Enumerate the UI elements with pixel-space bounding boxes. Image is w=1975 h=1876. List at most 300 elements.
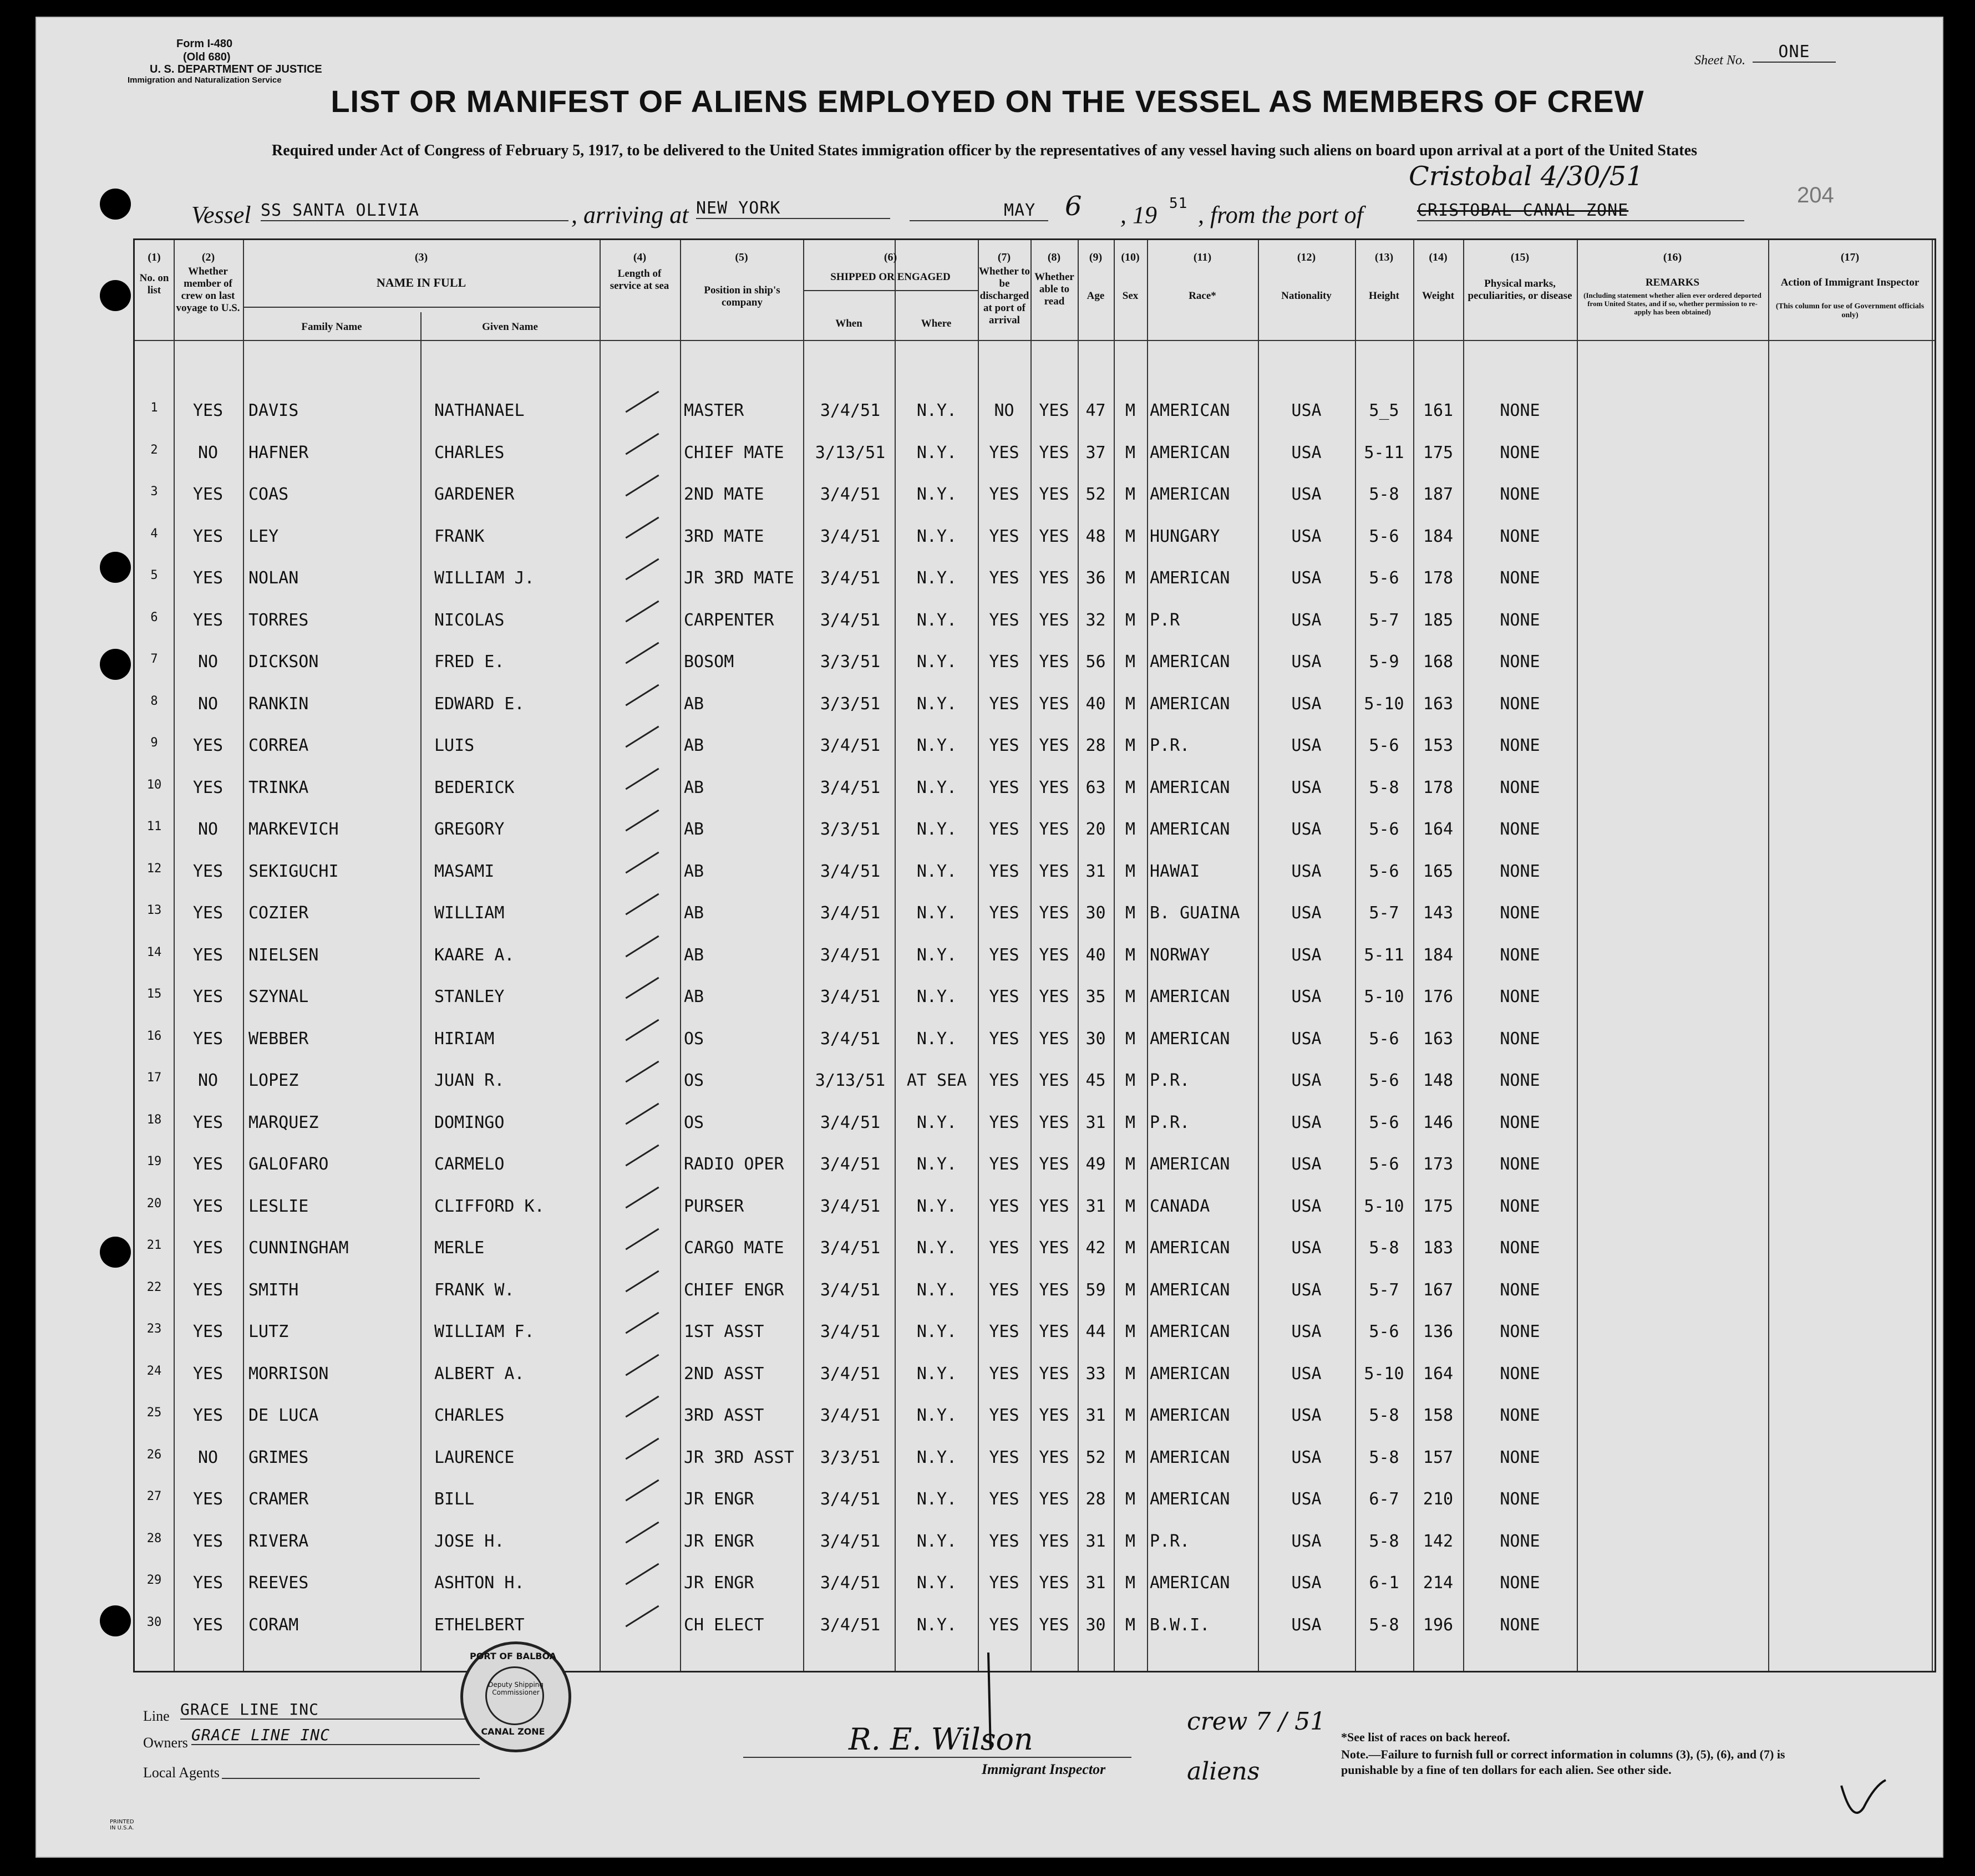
- cell-shipped-when: 3/4/51: [820, 1322, 881, 1341]
- cell-family-name: CUNNINGHAM: [248, 1238, 349, 1258]
- cell-age: 31: [1085, 861, 1106, 881]
- cell-discharged: YES: [989, 652, 1019, 672]
- handwritten-crew-note: crew 7 / 51 aliens: [1187, 1707, 1326, 1786]
- cell-race: AMERICAN: [1150, 1238, 1230, 1258]
- cell-family-name: TRINKA: [248, 777, 309, 797]
- cell-family-name: REEVES: [248, 1573, 309, 1593]
- punch-hole: [100, 189, 131, 220]
- stamp-bottom-text: CANAL ZONE: [481, 1726, 545, 1737]
- cell-discharged: YES: [989, 526, 1019, 546]
- arrival-month: MAY: [910, 201, 1048, 221]
- cell-prior-voyage: YES: [192, 568, 224, 588]
- cell-sex: M: [1125, 736, 1136, 755]
- cell-shipped-where: N.Y.: [916, 1489, 957, 1509]
- cell-height: 5_5: [1369, 401, 1399, 420]
- cell-able-to-read: YES: [1039, 945, 1069, 965]
- service-checkmark: [626, 977, 659, 999]
- cell-race: AMERICAN: [1150, 987, 1230, 1006]
- col-head-name: NAME IN FULL: [376, 276, 466, 289]
- cell-physical-marks: NONE: [1500, 1155, 1540, 1174]
- arrival-day: 6: [1065, 191, 1082, 222]
- cell-height: 5-6: [1369, 1155, 1399, 1174]
- cell-row-number: 15: [146, 987, 162, 1001]
- cell-height: 5-8: [1369, 1406, 1399, 1425]
- cell-shipped-when: 3/4/51: [820, 777, 881, 797]
- cell-able-to-read: YES: [1039, 443, 1069, 462]
- cell-row-number: 30: [146, 1615, 162, 1629]
- col-num-10: (10): [1121, 251, 1140, 263]
- col-head-race: Race*: [1189, 290, 1216, 302]
- cell-nationality: USA: [1291, 1280, 1322, 1300]
- col-head-discharged: Whether to be discharged at port of arrival: [979, 266, 1030, 326]
- cell-shipped-where: AT SEA: [906, 1071, 967, 1090]
- cell-shipped-where: N.Y.: [916, 1447, 957, 1467]
- cell-nationality: USA: [1291, 610, 1322, 630]
- cell-prior-voyage: YES: [192, 1531, 224, 1551]
- col-num-13: (13): [1374, 251, 1394, 263]
- cell-height: 5-6: [1369, 526, 1399, 546]
- cell-shipped-where: N.Y.: [916, 610, 957, 630]
- cell-given-name: CARMELO: [434, 1155, 505, 1174]
- cell-family-name: GRIMES: [248, 1447, 309, 1467]
- cell-able-to-read: YES: [1039, 526, 1069, 546]
- cell-sex: M: [1125, 610, 1136, 630]
- table-row: [135, 485, 1935, 507]
- line-name: GRACE LINE INC: [180, 1700, 480, 1720]
- cell-physical-marks: NONE: [1500, 903, 1540, 923]
- cell-discharged: YES: [989, 694, 1019, 714]
- service-checkmark: [626, 1270, 659, 1292]
- table-row: [135, 736, 1935, 758]
- cell-shipped-where: N.Y.: [916, 736, 957, 755]
- stamp-mid-text: Deputy Shipping Commissioner: [488, 1681, 544, 1696]
- cell-age: 36: [1085, 568, 1106, 588]
- cell-age: 31: [1085, 1531, 1106, 1551]
- cell-able-to-read: YES: [1039, 1489, 1069, 1509]
- cell-family-name: HAFNER: [248, 443, 309, 462]
- table-row: [135, 1029, 1935, 1051]
- cell-nationality: USA: [1291, 1155, 1322, 1174]
- col-head-no: No. on list: [139, 272, 169, 296]
- table-row: [135, 1573, 1935, 1595]
- cell-family-name: COZIER: [248, 903, 309, 923]
- cell-position: CARGO MATE: [684, 1238, 784, 1258]
- cell-physical-marks: NONE: [1500, 526, 1540, 546]
- cell-discharged: YES: [989, 443, 1019, 462]
- cell-age: 33: [1085, 1364, 1106, 1384]
- cell-weight: 187: [1423, 485, 1454, 504]
- cell-prior-voyage: YES: [192, 861, 224, 881]
- cell-age: 59: [1085, 1280, 1106, 1300]
- cell-race: AMERICAN: [1150, 694, 1230, 714]
- service-checkmark: [626, 1396, 659, 1418]
- cell-weight: 196: [1423, 1615, 1454, 1635]
- service-checkmark: [626, 935, 659, 957]
- cell-weight: 164: [1423, 820, 1454, 839]
- cell-sex: M: [1125, 1238, 1136, 1258]
- cell-shipped-when: 3/4/51: [820, 1406, 881, 1425]
- cell-discharged: YES: [989, 736, 1019, 755]
- table-row: [135, 1615, 1935, 1638]
- cell-shipped-when: 3/4/51: [820, 1196, 881, 1216]
- cell-nationality: USA: [1291, 1322, 1322, 1341]
- cell-sex: M: [1125, 568, 1136, 588]
- cell-physical-marks: NONE: [1500, 1615, 1540, 1635]
- cell-shipped-when: 3/4/51: [820, 945, 881, 965]
- col-head-weight: Weight: [1421, 290, 1455, 302]
- cell-race: P.R.: [1150, 1112, 1190, 1132]
- col-head-family: Family Name: [301, 321, 362, 333]
- cell-discharged: YES: [989, 945, 1019, 965]
- cell-sex: M: [1125, 1071, 1136, 1090]
- cell-shipped-where: N.Y.: [916, 1029, 957, 1049]
- col-head-height: Height: [1369, 290, 1399, 302]
- punch-hole: [100, 1605, 131, 1636]
- cell-age: 32: [1085, 610, 1106, 630]
- cell-position: CHIEF MATE: [684, 443, 784, 462]
- service-checkmark: [626, 893, 659, 916]
- cell-able-to-read: YES: [1039, 1615, 1069, 1635]
- arriving-label: , arriving at: [571, 201, 689, 228]
- col-num-11: (11): [1193, 251, 1212, 263]
- cell-shipped-when: 3/4/51: [820, 987, 881, 1006]
- cell-nationality: USA: [1291, 694, 1322, 714]
- cell-discharged: YES: [989, 903, 1019, 923]
- cell-weight: 176: [1423, 987, 1454, 1006]
- cell-race: AMERICAN: [1150, 1447, 1230, 1467]
- cell-height: 5-6: [1369, 820, 1399, 839]
- cell-physical-marks: NONE: [1500, 1531, 1540, 1551]
- cell-race: AMERICAN: [1150, 1322, 1230, 1341]
- cell-physical-marks: NONE: [1500, 443, 1540, 462]
- cell-physical-marks: NONE: [1500, 777, 1540, 797]
- cell-given-name: WILLIAM F.: [434, 1322, 535, 1341]
- cell-height: 5-7: [1369, 903, 1399, 923]
- cell-shipped-where: N.Y.: [916, 401, 957, 420]
- cell-shipped-when: 3/4/51: [820, 1531, 881, 1551]
- cell-able-to-read: YES: [1039, 568, 1069, 588]
- cell-nationality: USA: [1291, 1071, 1322, 1090]
- cell-able-to-read: YES: [1039, 1531, 1069, 1551]
- form-old-number: (Old 680): [183, 51, 231, 63]
- cell-nationality: USA: [1291, 1112, 1322, 1132]
- cell-given-name: NICOLAS: [434, 610, 505, 630]
- cell-prior-voyage: YES: [192, 945, 224, 965]
- cell-position: OS: [684, 1029, 704, 1049]
- cell-able-to-read: YES: [1039, 485, 1069, 504]
- cell-nationality: USA: [1291, 652, 1322, 672]
- col-num-2: (2): [201, 251, 215, 263]
- cell-given-name: JUAN R.: [434, 1071, 505, 1090]
- cell-able-to-read: YES: [1039, 1112, 1069, 1132]
- service-checkmark: [626, 810, 659, 832]
- cell-physical-marks: NONE: [1500, 945, 1540, 965]
- cell-age: 56: [1085, 652, 1106, 672]
- cell-row-number: 2: [150, 443, 158, 457]
- cell-sex: M: [1125, 1196, 1136, 1216]
- cell-position: CHIEF ENGR: [684, 1280, 784, 1300]
- arriving-port: NEW YORK: [696, 199, 890, 219]
- cell-sex: M: [1125, 820, 1136, 839]
- service-checkmark: [626, 642, 659, 664]
- cell-row-number: 25: [146, 1406, 162, 1420]
- cell-position: JR 3RD ASST: [684, 1447, 794, 1467]
- cell-able-to-read: YES: [1039, 1238, 1069, 1258]
- cell-nationality: USA: [1291, 861, 1322, 881]
- cell-race: P.R.: [1150, 1531, 1190, 1551]
- col-num-1: (1): [148, 251, 161, 263]
- cell-shipped-when: 3/4/51: [820, 568, 881, 588]
- cell-prior-voyage: YES: [192, 1573, 224, 1593]
- cell-age: 40: [1085, 945, 1106, 965]
- cell-row-number: 20: [146, 1196, 162, 1211]
- service-checkmark: [626, 391, 659, 413]
- cell-row-number: 13: [146, 903, 162, 917]
- cell-race: AMERICAN: [1150, 1029, 1230, 1049]
- cell-given-name: WILLIAM J.: [434, 568, 535, 588]
- cell-able-to-read: YES: [1039, 1322, 1069, 1341]
- cell-weight: 175: [1423, 1196, 1454, 1216]
- from-label: , from the port of: [1198, 201, 1363, 228]
- cell-family-name: MARQUEZ: [248, 1112, 319, 1132]
- vessel-name: SS SANTA OLIVIA: [261, 201, 568, 221]
- cell-shipped-when: 3/4/51: [820, 1029, 881, 1049]
- cell-shipped-where: N.Y.: [916, 1573, 957, 1593]
- cell-physical-marks: NONE: [1500, 1071, 1540, 1090]
- cell-prior-voyage: YES: [192, 485, 224, 504]
- cell-shipped-when: 3/4/51: [820, 485, 881, 504]
- cell-row-number: 19: [146, 1155, 162, 1168]
- stamp-number: 204: [1797, 183, 1834, 207]
- cell-nationality: USA: [1291, 526, 1322, 546]
- cell-given-name: LAURENCE: [434, 1447, 515, 1467]
- cell-sex: M: [1125, 1489, 1136, 1509]
- cell-race: AMERICAN: [1150, 1573, 1230, 1593]
- cell-height: 5-10: [1364, 1364, 1404, 1384]
- port-of-balboa-stamp: [460, 1641, 571, 1752]
- cell-age: 42: [1085, 1238, 1106, 1258]
- cell-family-name: NIELSEN: [248, 945, 319, 965]
- owners-label: Owners: [143, 1735, 188, 1751]
- service-checkmark: [626, 1061, 659, 1083]
- cell-nationality: USA: [1291, 1406, 1322, 1425]
- cell-prior-voyage: NO: [197, 1071, 219, 1090]
- cell-age: 37: [1085, 443, 1106, 462]
- cell-given-name: EDWARD E.: [434, 694, 525, 714]
- cell-age: 31: [1085, 1573, 1106, 1593]
- cell-discharged: NO: [994, 401, 1014, 420]
- cell-sex: M: [1125, 1573, 1136, 1593]
- cell-shipped-where: N.Y.: [916, 945, 957, 965]
- cell-discharged: YES: [989, 820, 1019, 839]
- cell-row-number: 3: [150, 485, 158, 499]
- col-num-6: (6): [884, 251, 897, 263]
- cell-shipped-where: N.Y.: [916, 694, 957, 714]
- cell-weight: 136: [1423, 1322, 1454, 1341]
- cell-position: AB: [684, 736, 704, 755]
- cell-discharged: YES: [989, 610, 1019, 630]
- cell-position: 2ND ASST: [684, 1364, 764, 1384]
- cell-shipped-when: 3/3/51: [820, 820, 881, 839]
- cell-given-name: ALBERT A.: [434, 1364, 525, 1384]
- form-number: Form I-480: [176, 38, 233, 50]
- cell-position: JR ENGR: [684, 1489, 754, 1509]
- cell-able-to-read: YES: [1039, 652, 1069, 672]
- service-checkmark: [626, 516, 659, 538]
- cell-race: P.R.: [1150, 736, 1190, 755]
- cell-height: 5-6: [1369, 1029, 1399, 1049]
- cell-age: 28: [1085, 1489, 1106, 1509]
- cell-age: 40: [1085, 694, 1106, 714]
- cell-given-name: ASHTON H.: [434, 1573, 525, 1593]
- cell-shipped-where: N.Y.: [916, 1322, 957, 1341]
- cell-physical-marks: NONE: [1500, 610, 1540, 630]
- cell-weight: 163: [1423, 694, 1454, 714]
- sheet-number: ONE: [1753, 42, 1836, 63]
- cell-age: 63: [1085, 777, 1106, 797]
- cell-shipped-when: 3/3/51: [820, 652, 881, 672]
- cell-discharged: YES: [989, 1155, 1019, 1174]
- cell-height: 5-11: [1364, 443, 1404, 462]
- service-checkmark: [626, 1605, 659, 1627]
- cell-physical-marks: NONE: [1500, 1280, 1540, 1300]
- cell-row-number: 28: [146, 1531, 162, 1545]
- cell-height: 5-6: [1369, 568, 1399, 588]
- cell-position: AB: [684, 694, 704, 714]
- cell-age: 30: [1085, 1029, 1106, 1049]
- cell-position: AB: [684, 820, 704, 839]
- cell-able-to-read: YES: [1039, 777, 1069, 797]
- cell-shipped-when: 3/4/51: [820, 610, 881, 630]
- cell-shipped-where: N.Y.: [916, 820, 957, 839]
- agents-field: [222, 1778, 480, 1779]
- punch-hole: [100, 280, 131, 311]
- cell-weight: 153: [1423, 736, 1454, 755]
- cell-discharged: YES: [989, 1238, 1019, 1258]
- cell-weight: 148: [1423, 1071, 1454, 1090]
- cell-discharged: YES: [989, 1406, 1019, 1425]
- cell-given-name: STANLEY: [434, 987, 505, 1006]
- cell-prior-voyage: YES: [192, 1322, 224, 1341]
- col-num-8: (8): [1047, 251, 1061, 263]
- cell-weight: 175: [1423, 443, 1454, 462]
- cell-position: 1ST ASST: [684, 1322, 764, 1341]
- cell-shipped-where: N.Y.: [916, 1112, 957, 1132]
- service-checkmark: [626, 1437, 659, 1460]
- cell-shipped-when: 3/13/51: [815, 1071, 886, 1090]
- cell-height: 6-7: [1369, 1489, 1399, 1509]
- cell-physical-marks: NONE: [1500, 1322, 1540, 1341]
- cell-given-name: CLIFFORD K.: [434, 1196, 545, 1216]
- cell-sex: M: [1125, 1615, 1136, 1635]
- cell-family-name: CRAMER: [248, 1489, 309, 1509]
- service-checkmark: [626, 1228, 659, 1250]
- cell-discharged: YES: [989, 1615, 1019, 1635]
- cell-position: AB: [684, 903, 704, 923]
- inspector-label: Immigrant Inspector: [982, 1761, 1106, 1777]
- cell-row-number: 1: [150, 401, 158, 415]
- cell-physical-marks: NONE: [1500, 861, 1540, 881]
- cell-given-name: GREGORY: [434, 820, 505, 839]
- cell-shipped-where: N.Y.: [916, 1364, 957, 1384]
- cell-able-to-read: YES: [1039, 1573, 1069, 1593]
- cell-shipped-when: 3/4/51: [820, 1364, 881, 1384]
- cell-discharged: YES: [989, 1196, 1019, 1216]
- cell-age: 30: [1085, 1615, 1106, 1635]
- cell-position: 3RD ASST: [684, 1406, 764, 1425]
- stamp-top-text: PORT OF BALBOA: [469, 1651, 557, 1661]
- cell-position: OS: [684, 1071, 704, 1090]
- col-num-5: (5): [735, 251, 748, 263]
- cell-height: 5-6: [1369, 1112, 1399, 1132]
- handwritten-port-note: Cristobal 4/30/51: [1409, 161, 1643, 192]
- cell-weight: 210: [1423, 1489, 1454, 1509]
- cell-physical-marks: NONE: [1500, 1364, 1540, 1384]
- cell-weight: 164: [1423, 1364, 1454, 1384]
- cell-prior-voyage: YES: [192, 1280, 224, 1300]
- cell-shipped-when: 3/4/51: [820, 736, 881, 755]
- service-checkmark: [626, 1102, 659, 1125]
- cell-discharged: YES: [989, 1364, 1019, 1384]
- col-num-7: (7): [997, 251, 1011, 263]
- page-subtitle: Required under Act of Congress of February 5, 1917, to be delivered to the United States immigration officer by the representatives of any vessel having such aliens on board upon arrival at a port of the United States: [272, 142, 1697, 159]
- cell-given-name: KAARE A.: [434, 945, 515, 965]
- cell-shipped-when: 3/4/51: [820, 1238, 881, 1258]
- cell-position: 2ND MATE: [684, 485, 764, 504]
- table-row: [135, 1406, 1935, 1428]
- table-row: [135, 401, 1935, 423]
- cell-sex: M: [1125, 1029, 1136, 1049]
- cell-position: JR ENGR: [684, 1573, 754, 1593]
- cell-discharged: YES: [989, 485, 1019, 504]
- cell-prior-voyage: YES: [192, 1406, 224, 1425]
- cell-sex: M: [1125, 1112, 1136, 1132]
- table-row: [135, 1071, 1935, 1093]
- cell-shipped-where: N.Y.: [916, 1238, 957, 1258]
- service-checkmark: [626, 433, 659, 455]
- cell-prior-voyage: YES: [192, 610, 224, 630]
- races-note: *See list of races on back hereof.: [1341, 1730, 1510, 1744]
- cell-age: 30: [1085, 903, 1106, 923]
- punch-hole: [100, 552, 131, 583]
- cell-race: AMERICAN: [1150, 401, 1230, 420]
- cell-prior-voyage: NO: [197, 1447, 219, 1467]
- cell-race: B.W.I.: [1150, 1615, 1210, 1635]
- cell-age: 35: [1085, 987, 1106, 1006]
- cell-row-number: 18: [146, 1112, 162, 1127]
- col-head-age: Age: [1086, 290, 1105, 302]
- cell-family-name: COAS: [248, 485, 289, 504]
- cell-position: AB: [684, 945, 704, 965]
- cell-sex: M: [1125, 777, 1136, 797]
- service-checkmark: [626, 1521, 659, 1543]
- service-checkmark: [626, 1354, 659, 1376]
- cell-prior-voyage: YES: [192, 1029, 224, 1049]
- cell-discharged: YES: [989, 777, 1019, 797]
- cell-position: CARPENTER: [684, 610, 774, 630]
- cell-given-name: MASAMI: [434, 861, 495, 881]
- cell-position: AB: [684, 777, 704, 797]
- service-checkmark: [626, 1019, 659, 1041]
- cell-position: JR 3RD MATE: [684, 568, 794, 588]
- cell-sex: M: [1125, 1447, 1136, 1467]
- service-checkmark: [626, 1186, 659, 1208]
- col-head-inspector-note: (This column for use of Government officials only): [1775, 302, 1925, 319]
- cell-height: 5-11: [1364, 945, 1404, 965]
- cell-age: 45: [1085, 1071, 1106, 1090]
- cell-nationality: USA: [1291, 1196, 1322, 1216]
- cell-row-number: 9: [150, 736, 158, 750]
